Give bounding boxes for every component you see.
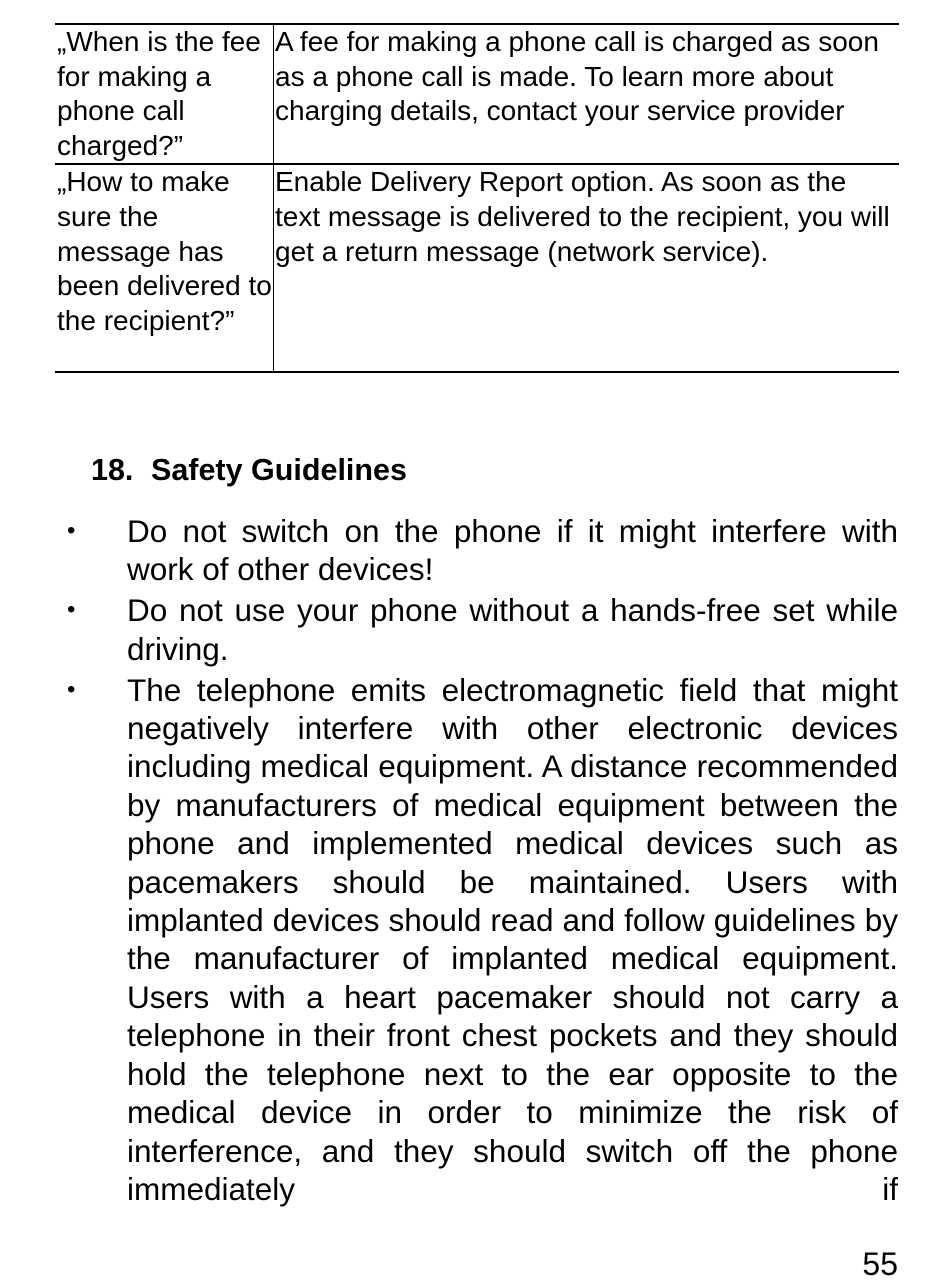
page-number: 55 — [862, 1246, 898, 1282]
faq-row — [55, 24, 899, 164]
list-item — [0, 671, 898, 1209]
faq-question: „When is the fee for making a phone call charged?” — [55, 24, 274, 164]
list-item-text: Do not use your phone without a hands-free set while driving. — [127, 592, 898, 667]
faq-table — [55, 23, 899, 373]
list-item-text: The telephone emits electromagnetic field that might negatively interfere with other electronic devices including medical equipment. A distance recommended by manufacturers of medical equipment between the phone and implemented medical devices such as pacemakers should be maintained. Users with implanted devices should read and follow guidelines by the manufacturer of implanted medical equipment. Users with a heart pacemaker should not carry a telephone in their front chest pockets and they should hold the telephone next to the ear opposite to the medical device in order to minimize the risk of interference, and they should switch off the phone immediately if — [127, 671, 898, 1207]
list-item — [0, 512, 898, 589]
faq-question: „How to make sure the message has been delivered to the recipient?” — [55, 164, 274, 372]
bullet-icon: • — [67, 596, 76, 624]
bullet-icon: • — [67, 517, 76, 544]
safety-guidelines-list — [0, 512, 898, 1211]
list-item-text: Do not switch on the phone if it might interfere with work of other devices! — [127, 513, 898, 588]
list-item — [0, 591, 898, 668]
bullet-icon: • — [67, 675, 76, 703]
section-number: 18. — [91, 453, 134, 487]
faq-row — [55, 164, 899, 372]
faq-answer: A fee for making a phone call is charged as soon as a phone call is made. To learn more about charging details, contact your service provider — [274, 24, 900, 164]
section-title: Safety Guidelines — [151, 453, 407, 487]
section-heading — [91, 450, 407, 490]
faq-answer: Enable Delivery Report option. As soon as the text message is delivered to the recipient, you will get a return message (network service). — [274, 164, 900, 372]
